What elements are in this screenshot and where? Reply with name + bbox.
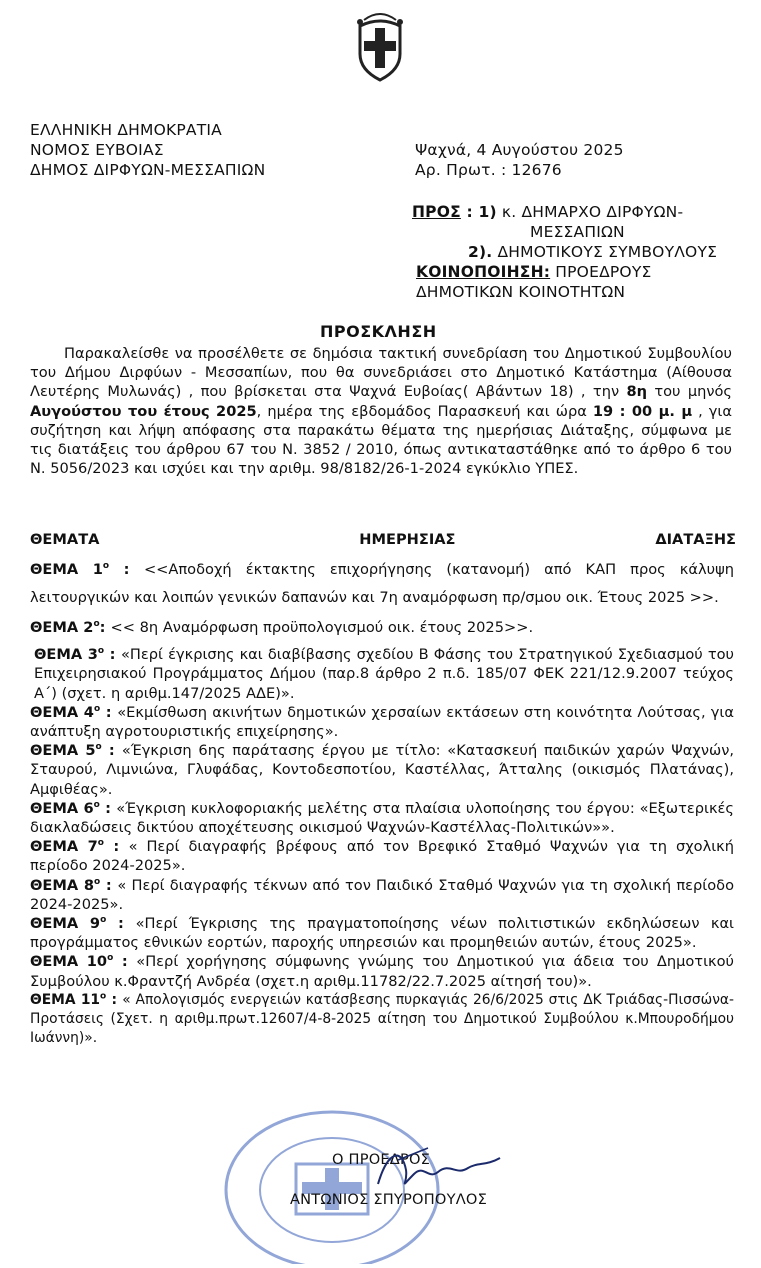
agenda-item (30, 914, 734, 952)
agenda-item-sep: : (106, 915, 136, 933)
agenda-item (30, 991, 734, 1049)
degree-mark: ο (100, 991, 107, 1002)
agenda-item-text: «Έγκριση κυκλοφοριακής μελέτης στα πλαίσια υλοποίησης του έργου: «Εξωτερικές διακλαδώσεις δικτύου αποχέτευσης οικισμού Ψαχνών-Καστέλλας-Πολιτικών»». (30, 799, 735, 837)
meta-block (415, 140, 624, 180)
agenda-item-sep: : (100, 703, 118, 721)
agenda-item-label: ΘΕΜΑ 7 (30, 838, 98, 856)
meeting-month: Αυγούστου του έτους 2025 (30, 402, 257, 420)
cc-b: ΔΗΜΟΤΙΚΩΝ ΚΟΙΝΟΤΗΤΩΝ (416, 283, 626, 301)
agenda-header (30, 531, 736, 548)
agenda-item (30, 556, 734, 612)
agenda-item-label: ΘΕΜΑ 11 (30, 991, 101, 1008)
to-1-prefix: : 1) (460, 203, 497, 221)
agenda-item-text: <<Αποδοχή έκτακτης επιχορήγησης (κατανομή) από ΚΑΠ προς κάλυψη λειτουργικών και λοιπών γενικών δαπανών και 7η αναμόρφωση πρ/σμου οικ. Έτους 2025 >>. (30, 561, 734, 606)
degree-mark: ο (93, 619, 100, 630)
degree-mark: ο (97, 646, 105, 657)
agenda-item-label: ΘΕΜΑ 10 (30, 953, 108, 971)
invitation-text-2: του μηνός (646, 383, 732, 401)
agenda-item-sep: : (101, 742, 122, 760)
signature-role: Ο ΠΡΟΕΔΡΟΣ (332, 1151, 431, 1168)
cc-a: ΠΡΟΕΔΡΟΥΣ (550, 263, 652, 281)
invitation-text-3: , ημέρα της εβδομάδος Παρασκευή και ώρα (256, 402, 593, 420)
agenda-item (30, 799, 734, 837)
agenda-item-sep: : (99, 619, 111, 636)
recipient-1b: ΜΕΣΣΑΠΙΩΝ (530, 223, 625, 241)
agenda-item-sep: : (104, 646, 121, 664)
agenda-item-sep: : (103, 838, 129, 856)
agenda-item (30, 741, 734, 799)
degree-mark: ο (97, 838, 104, 849)
agenda-item-label: ΘΕΜΑ 4 (30, 703, 94, 721)
invitation-text-1: Παρακαλείσθε να προσέλθετε σε δημόσια τακτική συνεδρίαση του Δημοτικού Συμβουλίου του Δήμου Διρφύων - Μεσσαπίων, που θα συνεδριάσει στο Δημοτικό Κατάστημα (Αίθουσα Λευτέρης Μυλωνάς) , που βρίσκεται στα Ψαχνά Ευβοίας( Αβάντων 18) , την (30, 345, 732, 401)
meeting-time: 19 : 00 μ. μ (592, 402, 693, 420)
cc-label: ΚΟΙΝΟΠΟΙΗΣΗ: (416, 263, 551, 281)
invitation-text-4: , για συζήτηση και λήψη απόφασης στα παρακάτω θέματα της ημερήσιας Διάταξης, σύμφωνα με τις διατάξεις του άρθρου 67 του Ν. 3852 / 2010, όπως αντικαταστάθηκε από το άρθρο 6 του Ν. 5056/2023 και ισχύει και την αριθμ. 98/8182/26-1-2024 εγκύκλιο ΥΠΕΣ. (30, 402, 732, 478)
agenda-item (30, 618, 734, 637)
agenda-header-col2: ΗΜΕΡΗΣΙΑΣ (359, 531, 456, 548)
recipient-1a: κ. ΔΗΜΑΡΧΟ ΔΙΡΦΥΩΝ- (496, 203, 684, 221)
agenda-item-label: ΘΕΜΑ 3 (34, 646, 98, 664)
agenda-item-label: ΘΕΜΑ 1 (30, 561, 103, 578)
greek-coat-of-arms-icon (354, 10, 406, 84)
to-2-prefix: 2). (468, 243, 493, 261)
agenda-item-sep: : (109, 561, 144, 578)
agenda-item (30, 645, 734, 703)
degree-mark: ο (93, 703, 101, 714)
recipients-block (412, 202, 757, 302)
agenda-item-text: «Έγκριση 6ης παράτασης έργου με τίτλο: «Κατασκευή παιδικών χαρών Ψαχνών, Σταυρού, Λιμνιώνα, Γλυφάδας, Κοντοδεσποτίου, Καστέλλας, Άτταλης (οικισμός Πλατάνας), Αμφιθέας». (30, 742, 734, 798)
agenda-item (30, 952, 734, 990)
agenda-item-label: ΘΕΜΑ 6 (30, 799, 94, 817)
sender-line-2: ΝΟΜΟΣ ΕΥΒΟΙΑΣ (30, 141, 164, 159)
degree-mark: ο (102, 561, 110, 572)
agenda-header-col3: ΔΙΑΤΑΞΗΣ (655, 531, 736, 548)
degree-mark: ο (94, 876, 101, 887)
sender-line-3: ΔΗΜΟΣ ΔΙΡΦΥΩΝ-ΜΕΣΣΑΠΙΩΝ (30, 161, 266, 179)
sender-line-1: ΕΛΛΗΝΙΚΗ ΔΗΜΟΚΡΑΤΙΑ (30, 121, 222, 139)
protocol-number: Αρ. Πρωτ. : 12676 (415, 161, 562, 179)
agenda-item-sep: : (113, 953, 137, 971)
signature-name: ΑΝΤΩΝΙΟΣ ΣΠΥΡΟΠΟΥΛΟΣ (290, 1191, 487, 1208)
recipient-2: ΔΗΜΟΤΙΚΟΥΣ ΣΥΜΒΟΥΛΟΥΣ (492, 243, 718, 261)
agenda-item (30, 703, 734, 741)
agenda-item-sep: : (99, 799, 117, 817)
agenda-item (30, 837, 734, 875)
degree-mark: ο (100, 915, 107, 926)
agenda-item-sep: : (100, 876, 118, 894)
agenda-item-text: «Περί έγκρισης και διαβίβασης σχεδίου Β Φάσης του Στρατηγικού Σχεδιασμού του Επιχειρησιακού Προγράμματος Δήμου (παρ.8 άρθρο 2 π.δ. 185/07 ΦΕΚ 221/12.9.2007 τεύχος Α΄) (σχετ. η αριθμ.147/2025 ΑΔΕ)». (34, 646, 734, 702)
meeting-day: 8η (626, 383, 647, 401)
sender-block (30, 120, 265, 180)
agenda-item (30, 876, 734, 914)
agenda-item-label: ΘΕΜΑ 2 (30, 619, 94, 636)
invitation-paragraph (30, 344, 732, 478)
degree-mark: ο (95, 742, 102, 753)
agenda-item-text: «Περί χορήγησης σύμφωνης γνώμης του Δημοτικού για άδεια του Δημοτικού Συμβούλου κ.Φραντζή Ανδρέα (σχετ.η αριθμ.11782/22.7.2025 αίτησή του)». (30, 953, 734, 990)
agenda-item-text: «Εκμίσθωση ακινήτων δημοτικών χερσαίων εκτάσεων στη κοινότητα Λούτσας, για ανάπτυξη αγροτουριστικής επιχείρησης». (30, 703, 734, 741)
agenda-header-col1: ΘΕΜΑΤΑ (30, 531, 100, 548)
place-date: Ψαχνά, 4 Αυγούστου 2025 (415, 141, 624, 159)
agenda-item-text: « Απολογισμός ενεργειών κατάσβεσης πυρκαγιάς 26/6/2025 στις ΔΚ Τριάδας-Πισσώνα-Προτάσεις (Σχετ. η αριθμ.πρωτ.12607/4-8-2025 αίτηση του Δημοτικού Συμβούλου κ.Μπουροδήμου Ιωάννη)». (30, 991, 734, 1047)
degree-mark: ο (107, 953, 114, 964)
invitation-title: ΠΡΟΣΚΛΗΣΗ (320, 322, 437, 341)
agenda-item-sep: : (106, 991, 123, 1008)
agenda-item-text: « Περί διαγραφής τέκνων από τον Παιδικό Σταθμό Ψαχνών για τη σχολική περίοδο 2024-2025». (30, 876, 735, 913)
agenda-item-text: «Περί Έγκρισης της πραγματοποίησης νέων πολιτιστικών εκδηλώσεων και προγράμματος εθνικών εορτών, παροχής υπηρεσιών και προμηθειών αυτών, έτους 2025». (30, 915, 734, 952)
agenda-item-label: ΘΕΜΑ 5 (30, 742, 96, 760)
agenda-item-label: ΘΕΜΑ 9 (30, 915, 101, 933)
agenda-item-label: ΘΕΜΑ 8 (30, 876, 94, 894)
degree-mark: ο (93, 799, 100, 810)
agenda-item-text: << 8η Αναμόρφωση προϋπολογισμού οικ. έτους 2025>>. (110, 619, 534, 636)
to-label: ΠΡΟΣ (412, 203, 461, 221)
agenda-list (30, 556, 734, 1048)
agenda-item-text: « Περί διαγραφής βρέφους από τον Βρεφικό Σταθμό Ψαχνών για τη σχολική περίοδο 2024-2025». (30, 838, 735, 875)
